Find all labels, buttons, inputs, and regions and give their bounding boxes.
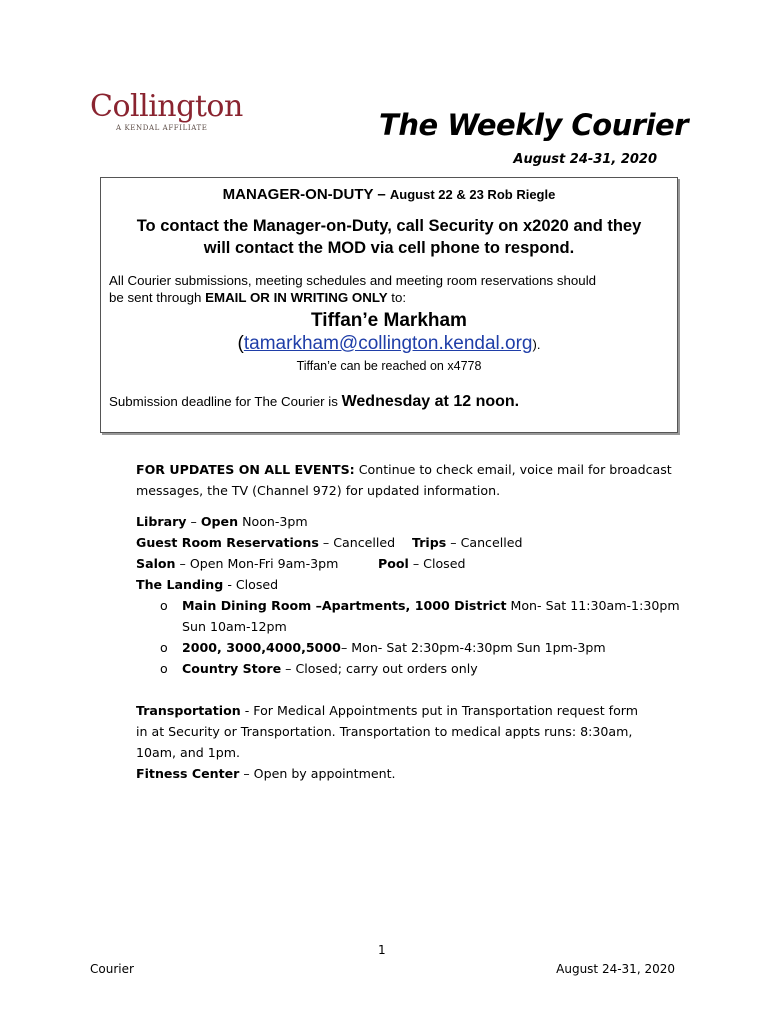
transport-line-3: 10am, and 1pm. xyxy=(136,745,240,760)
guest-trips-row xyxy=(136,532,696,553)
fitness-text: – Open by appointment. xyxy=(243,766,396,781)
logo-tagline: A KENDAL AFFILIATE xyxy=(116,124,208,132)
landing-status xyxy=(136,574,696,595)
pool-value: – Closed xyxy=(412,556,466,571)
transport-line-2: in at Security or Transportation. Transportation to medical appts runs: 8:30am, xyxy=(136,724,633,739)
contact-line-1: To contact the Manager-on-Duty, call Security on x2020 and they xyxy=(136,217,642,235)
info-box xyxy=(100,177,678,433)
pool-label: Pool xyxy=(378,556,409,571)
updates-paragraph xyxy=(136,459,696,501)
collington-logo xyxy=(90,89,243,140)
landing-value: - Closed xyxy=(227,577,279,592)
manager-on-duty xyxy=(101,186,677,203)
mod-label: MANAGER-ON-DUTY – xyxy=(222,186,386,203)
salon-pool-row xyxy=(136,553,696,574)
dining-list xyxy=(136,595,696,679)
email-link[interactable]: tamarkham@collington.kendal.org xyxy=(243,333,533,354)
page-number: 1 xyxy=(378,943,386,957)
contact-line-2: will contact the MOD via cell phone to respond. xyxy=(203,239,575,257)
dining-item-text: – Mon- Sat 2:30pm-4:30pm Sun 1pm-3pm xyxy=(340,640,606,655)
salon-label: Salon xyxy=(136,556,176,571)
landing-label: The Landing xyxy=(136,577,224,592)
newsletter-title: The Weekly Courier xyxy=(379,108,688,142)
submissions-bold: EMAIL OR IN WRITING ONLY xyxy=(205,290,388,305)
deadline-pre: Submission deadline for The Courier is xyxy=(109,394,338,409)
salon-value: – Open Mon-Fri 9am-3pm xyxy=(179,556,339,571)
dining-item-bold: 2000, 3000,4000,5000 xyxy=(182,640,341,655)
mod-detail: August 22 & 23 Rob Riegle xyxy=(389,187,556,202)
footer-left: Courier xyxy=(90,962,134,976)
submission-instructions xyxy=(109,272,669,306)
contact-instructions xyxy=(111,215,667,259)
newsletter-date: August 24-31, 2020 xyxy=(513,152,657,167)
guest-label: Guest Room Reservations xyxy=(136,535,319,550)
trips-label: Trips xyxy=(412,535,447,550)
library-open: Open xyxy=(200,514,239,529)
transportation-paragraph xyxy=(136,700,696,763)
main-content xyxy=(136,459,696,784)
library-status: Library – Open Noon-3pm xyxy=(136,514,308,529)
trips-value: – Cancelled xyxy=(450,535,523,550)
list-item: o Country Store – Closed; carry out orders only xyxy=(160,661,478,676)
updates-text-1: Continue to check email, voice mail for broadcast xyxy=(358,462,672,477)
logo-wordmark: Collington xyxy=(90,89,243,124)
fitness-label: Fitness Center xyxy=(136,766,240,781)
submissions-line-1: All Courier submissions, meeting schedules and meeting room reservations should xyxy=(109,273,597,288)
library-hours: Noon-3pm xyxy=(242,514,308,529)
updates-text-2: messages, the TV (Channel 972) for updated information. xyxy=(136,483,501,498)
transport-label: Transportation xyxy=(136,703,241,718)
dining-item-line2: Sun 10am-12pm xyxy=(182,619,287,634)
deadline-bold: Wednesday at 12 noon. xyxy=(341,393,520,410)
contact-name: Tiffan’e Markham xyxy=(311,310,467,331)
list-item: o 2000, 3000,4000,5000– Mon- Sat 2:30pm-4:30pm Sun 1pm-3pm xyxy=(160,640,606,655)
updates-label: FOR UPDATES ON ALL EVENTS: xyxy=(136,462,355,477)
guest-value: – Cancelled xyxy=(322,535,396,550)
dining-item-bold: Country Store xyxy=(182,661,282,676)
email-line: (tamarkham@collington.kendal.org). xyxy=(237,333,541,354)
submissions-post: to: xyxy=(391,290,407,305)
library-label: Library xyxy=(136,514,187,529)
submission-deadline xyxy=(109,393,519,411)
transport-line-1: - For Medical Appointments put in Transportation request form xyxy=(244,703,639,718)
fitness-status xyxy=(136,763,696,784)
contact-extension: Tiffan’e can be reached on x4778 xyxy=(296,359,482,373)
list-item: o Main Dining Room –Apartments, 1000 District Mon- Sat 11:30am-1:30pm Sun 10am-12pm xyxy=(160,598,680,634)
dining-item-bold: Main Dining Room –Apartments, 1000 District xyxy=(182,598,507,613)
footer-right: August 24-31, 2020 xyxy=(556,962,675,976)
dining-item-text: Mon- Sat 11:30am-1:30pm xyxy=(510,598,680,613)
dining-item-text: – Closed; carry out orders only xyxy=(285,661,478,676)
submissions-pre: be sent through xyxy=(109,290,202,305)
